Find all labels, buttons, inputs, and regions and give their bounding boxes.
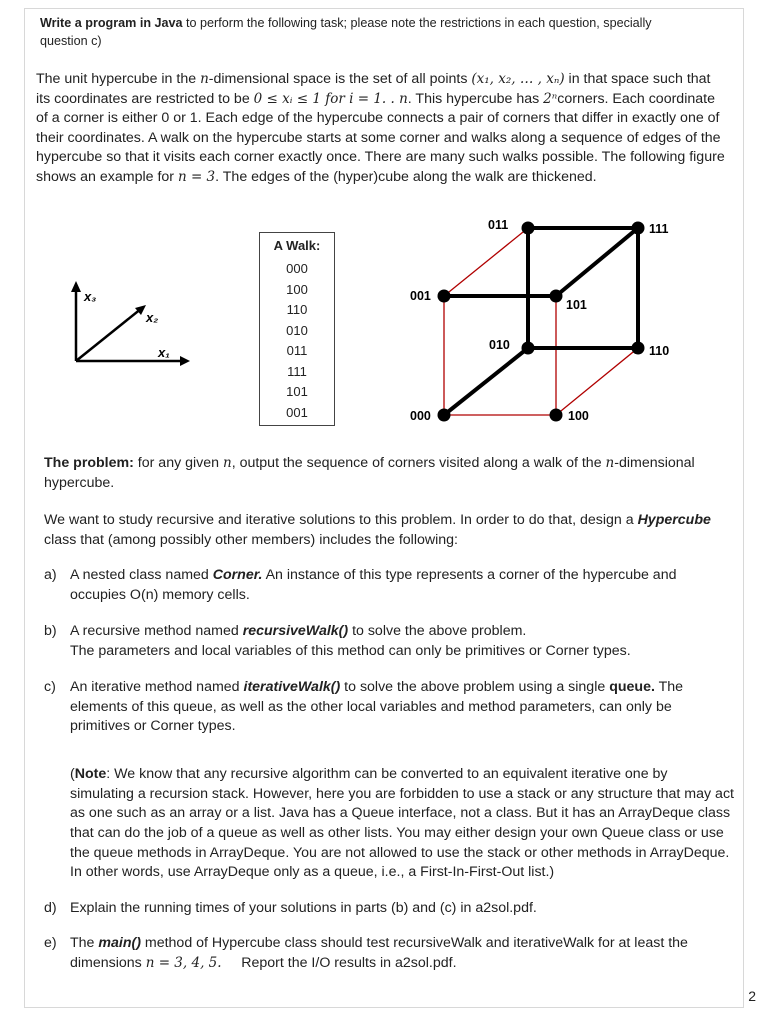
- corner-111: [632, 222, 645, 235]
- walk-row: 000: [286, 261, 308, 276]
- corner-010: [522, 342, 535, 355]
- corner-110: [632, 342, 645, 355]
- corner-label-100: 100: [568, 409, 589, 423]
- hypercube-diagram: [400, 212, 690, 434]
- walk-table-title: A Walk:: [273, 238, 321, 253]
- cube-edge: [556, 348, 638, 415]
- cube-edge: [444, 228, 528, 296]
- walk-row: 100: [286, 281, 308, 297]
- walk-row: 110: [286, 302, 308, 317]
- axis-label-x2: x₂: [146, 310, 159, 325]
- axis-label-x1: x₁: [158, 345, 170, 360]
- item-b: b) A recursive method named recursiveWalk() to solve the above problem. The parameters and local variables of this method can only be primitives or Corner types.: [44, 623, 631, 659]
- corner-label-011: 011: [488, 218, 509, 232]
- corner-001: [438, 290, 451, 303]
- corner-label-101: 101: [566, 298, 587, 312]
- item-c: c) An iterative method named iterativeWalk() to solve the above problem using a single queue. The elements of this queue, as well as the other local variables and method parameters, can only be primitives or Corner types.: [44, 679, 684, 735]
- item-a: a) A nested class named Corner. An instance of this type represents a corner of the hypercube and occupies O(n) memory cells.: [44, 567, 677, 603]
- design-paragraph: We want to study recursive and iterative solutions to this problem. In order to do that, design a Hypercube class that (among possibly other members) includes the following:: [44, 512, 711, 548]
- walk-row: 001: [286, 404, 308, 420]
- walk-row: 111: [287, 363, 307, 379]
- item-d: d) Explain the running times of your solutions in parts (b) and (c) in a2sol.pdf.: [44, 900, 537, 916]
- corner-011: [522, 222, 535, 235]
- walk-row: 011: [286, 343, 308, 358]
- corner-label-111: 111: [649, 222, 669, 236]
- corner-label-000: 000: [410, 409, 431, 423]
- intro-paragraph: The unit hypercube in the n-dimensional space is the set of all points (x₁, x₂, … , xₙ) in that space such that its coordinates are restricted to be 0 ≤ xᵢ ≤ 1 for i = 1. . n. This hypercube has 2ⁿcorners. Each coordinate of a corner is either 0 or 1. Each edge of the hypercube connects a pair of corners that differ in exactly one of their coordinates. A walk on the hypercube starts at some corner and walks along a sequence of edges of the hypercube so that it visits each corner exactly once. There are many such walks possible. The following figure shows an example for n = 3. The edges of the (hyper)cube along the walk are thickened.: [36, 71, 725, 185]
- walk-row: 101: [286, 384, 308, 399]
- axes-diagram: [60, 270, 200, 380]
- walk-edge: [444, 348, 528, 415]
- walk-table: [259, 232, 335, 426]
- axis-label-x3: x₃: [84, 289, 97, 304]
- note-paragraph: (Note: We know that any recursive algorithm can be converted to an equivalent iterative one by simulating a recursion stack. However, here you are forbidden to use a stack or any structure that may act as one such as an array or a list. Java has a Queue interface, not a class. But it has an ArrayDeque class that can do the job of a queue as well as other lists. You may either design your own Queue class or use the queue methods in ArrayDeque. You are not allowed to use the stack or other methods in ArrayDeque. In other words, use ArrayDeque only as a queue, i.e., a First-In-First-Out list.): [70, 766, 734, 881]
- corner-label-001: 001: [410, 289, 431, 303]
- corner-000: [438, 409, 451, 422]
- problem-statement: The problem: for any given n, output the sequence of corners visited along a walk of the n-dimensional hypercube.: [44, 455, 695, 491]
- walk-edge: [556, 228, 638, 296]
- corner-label-110: 110: [649, 344, 670, 358]
- header-instructions: Write a program in Java to perform the following task; please note the restrictions in each question, specially question c): [40, 16, 652, 48]
- page-number: 2: [748, 988, 756, 1004]
- walk-row: 010: [286, 322, 308, 338]
- corner-label-010: 010: [489, 338, 510, 352]
- corner-101: [550, 290, 563, 303]
- corner-100: [550, 409, 563, 422]
- item-e: e) The main() method of Hypercube class should test recursiveWalk and iterativeWalk for at least the dimensions n = 3, 4, 5. Report the I/O results in a2sol.pdf.: [44, 935, 688, 971]
